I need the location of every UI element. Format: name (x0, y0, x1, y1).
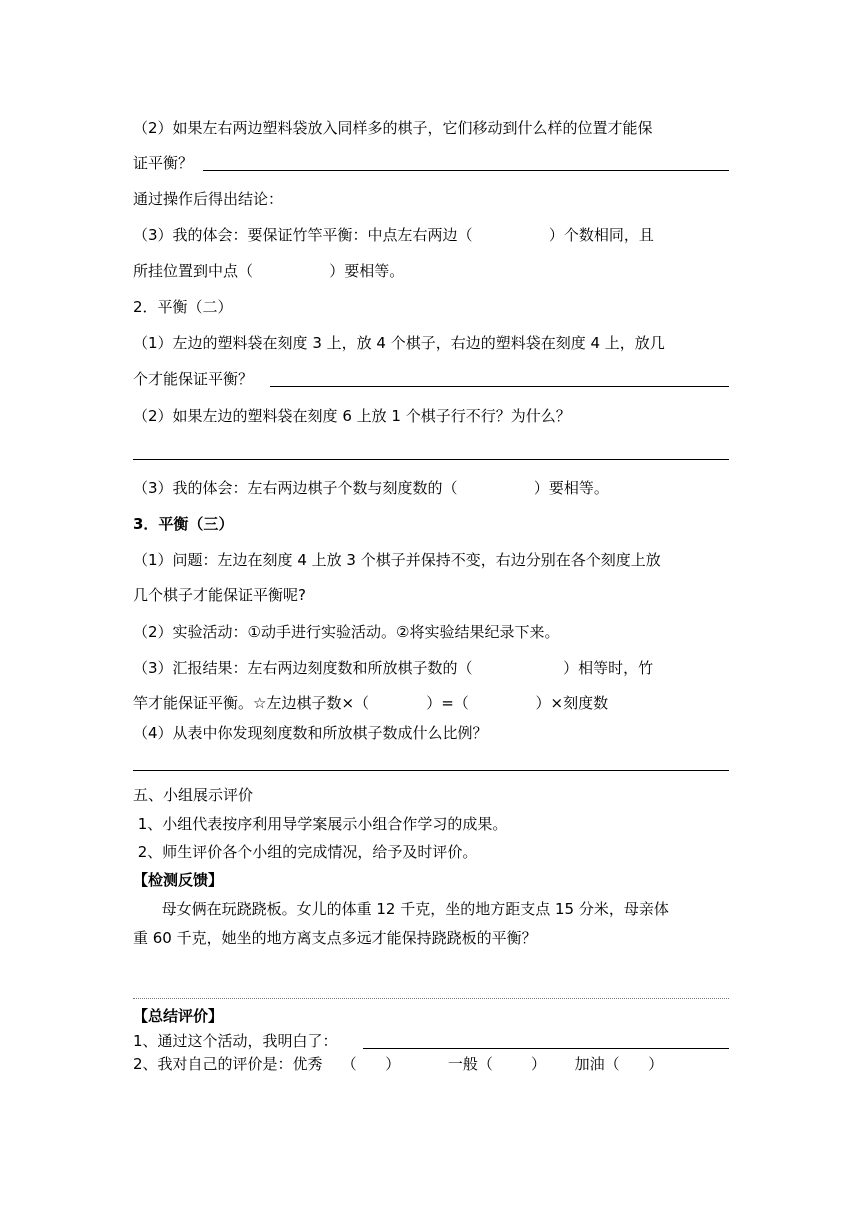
q1-3-line-b: 所挂位置到中点（ ）要相等。 (133, 262, 405, 280)
answer-line-q1-2[interactable] (203, 170, 729, 171)
check-feedback-line-b: 重 60 千克，她坐的地方离支点多远才能保持跷跷板的平衡？ (133, 929, 537, 947)
q2-3-line: （3）我的体会：左右两边棋子个数与刻度数的（ ）要相等。 (133, 479, 609, 497)
answer-line-q2-2[interactable] (133, 459, 729, 460)
q3-4-line: （4）从表中你发现刻度数和所放棋子数成什么比例？ (133, 724, 488, 742)
q3-1-line-a: （1）问题：左边在刻度 4 上放 3 个棋子并保持不变，右边分别在各个刻度上放 (133, 551, 661, 569)
section-3-heading: 3．平衡（三） (133, 515, 234, 533)
section-2-heading: 2．平衡（二） (133, 298, 233, 316)
q2-2-line: （2）如果左边的塑料袋在刻度 6 上放 1 个棋子行不行？为什么？ (133, 407, 571, 425)
answer-line-q2-1[interactable] (270, 386, 729, 387)
q1-2-line-a: （2）如果左右两边塑料袋放入同样多的棋子，它们移动到什么样的位置才能保 (133, 119, 653, 137)
q2-1-line-a: （1）左边的塑料袋在刻度 3 上，放 4 个棋子，右边的塑料袋在刻度 4 上，放几 (133, 334, 665, 352)
answer-line-q3-4[interactable] (133, 770, 729, 771)
check-feedback-line-a: 母女俩在玩跷跷板。女儿的体重 12 千克，坐的地方距支点 15 分米，母亲体 (133, 900, 669, 918)
q3-2-line: （2）实验活动：①动手进行实验活动。②将实验结果纪录下来。 (133, 623, 560, 641)
q1-3-line-a: （3）我的体会：要保证竹竿平衡：中点左右两边（ ）个数相同，且 (133, 226, 654, 244)
summary-item-2: 2、我对自己的评价是：优秀 （ ） 一般（ ） 加油（ ） (133, 1055, 664, 1073)
dotted-divider (133, 998, 729, 999)
q3-3-line-b: 竿才能保证平衡。☆左边棋子数×（ ）=（ ）×刻度数 (133, 694, 609, 712)
q2-1-line-b: 个才能保证平衡？ (133, 370, 254, 388)
section-5-item-2: 2、师生评价各个小组的完成情况，给予及时评价。 (133, 843, 478, 861)
q3-1-line-b: 几个棋子才能保证平衡呢? (133, 586, 306, 604)
q1-2-line-b: 证平衡？ (133, 154, 194, 172)
q3-3-line-a: （3）汇报结果：左右两边刻度数和所放棋子数的（ ）相等时，竹 (133, 659, 654, 677)
section-5-heading: 五、小组展示评价 (133, 786, 254, 804)
summary-title: 【总结评价】 (133, 1007, 224, 1025)
conclusion-label: 通过操作后得出结论： (133, 190, 284, 208)
answer-line-summary[interactable] (363, 1048, 729, 1049)
section-5-item-1: 1、小组代表按序利用导学案展示小组合作学习的成果。 (133, 815, 508, 833)
summary-item-1: 1、通过这个活动，我明白了： (133, 1032, 338, 1050)
check-feedback-title: 【检测反馈】 (133, 871, 224, 889)
